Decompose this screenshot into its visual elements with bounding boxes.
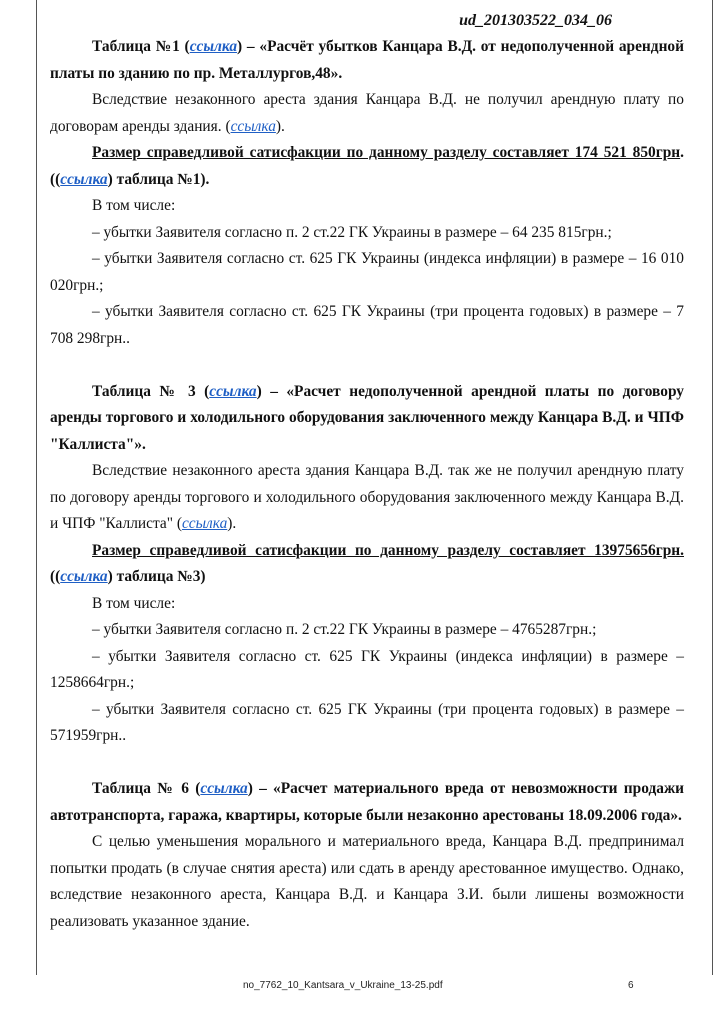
section-2-title: Таблица № 3 (ссылка) – «Расчет недополученной арендной платы по договору аренды торгового и холодильного оборудования заключенного между Канцара В.Д. и ЧПФ "Каллиста"». (50, 382, 684, 453)
section-1-title: Таблица №1 (ссылка) – «Расчёт убытков Канцара В.Д. от недополученной арендной платы по зданию по пр. Металлургов,48». (50, 38, 685, 82)
spacer (50, 750, 684, 777)
link[interactable]: ссылка (209, 382, 257, 400)
section-1-item: – убытки Заявителя согласно ст. 625 ГК Украины (три процента годовых) в размере – 7 708 298грн.. (50, 303, 684, 347)
section-3-title: Таблица № 6 (ссылка) – «Расчет материального вреда от невозможности продажи автотранспорта, гаража, квартиры, которые были незаконно арестованы 18.09.2006 года». (50, 780, 684, 824)
section-2-item: – убытки Заявителя согласно ст. 625 ГК Украины (три процента годовых) в размере – 571959грн.. (50, 700, 684, 744)
document-id: ud_201303522_034_06 (459, 12, 612, 29)
spacer (50, 352, 684, 379)
section-1-including: В том числе: (92, 197, 176, 214)
page-number: 6 (628, 980, 634, 991)
link[interactable]: ссылка (60, 170, 108, 188)
link[interactable]: ссылка (200, 780, 248, 797)
link[interactable]: ссылка (230, 117, 276, 135)
section-1-paragraph: Вследствие незаконного ареста здания Канцара В.Д. не получил арендную плату по договорам аренды здания. (ссылка). (50, 91, 684, 135)
section-1-total: Размер справедливой сатисфакции по данному разделу составляет 174 521 850грн. ((ссылка) таблица №1). (50, 144, 684, 188)
section-3-paragraph: С целью уменьшения морального и материального вреда, Канцара В.Д. предпринимал попытки продать (в случае снятия ареста) или сдать в аренду арестованное имущество. Однако, вследствие незаконного ареста, Канцара В.Д. и Канцара З.И. были лишены возможности реализовать указанное здание. (50, 833, 684, 930)
document-body (50, 34, 684, 935)
section-1-item: – убытки Заявителя согласно п. 2 ст.22 ГК Украины в размере – 64 235 815грн.; (92, 223, 612, 241)
link[interactable]: ссылка (181, 515, 228, 532)
section-2-paragraph: Вследствие незаконного ареста здания Канцара В.Д. так же не получил арендную плату по договору аренды торгового и холодильного оборудования заключенного между Канцара В.Д. и ЧПФ "Каллиста" (ссылка). (50, 462, 684, 532)
section-2-item: – убытки Заявителя согласно п. 2 ст.22 ГК Украины в размере – 4765287грн.; (92, 621, 597, 638)
link[interactable]: ссылка (189, 38, 238, 55)
section-2-total: Размер справедливой сатисфакции по данному разделу составляет 13975656грн. ((ссылка) таблица №3) (50, 541, 684, 585)
section-1-item: – убытки Заявителя согласно ст. 625 ГК Украины (индекса инфляции) в размере – 16 010 020грн.; (50, 250, 684, 294)
footer-filename: no_7762_10_Kantsara_v_Ukraine_13-25.pdf (243, 980, 443, 991)
section-2-item: – убытки Заявителя согласно ст. 625 ГК Украины (индекса инфляции) в размере – 1258664грн.; (50, 647, 684, 691)
link[interactable]: ссылка (60, 568, 108, 585)
section-2-including: В том числе: (92, 594, 176, 612)
